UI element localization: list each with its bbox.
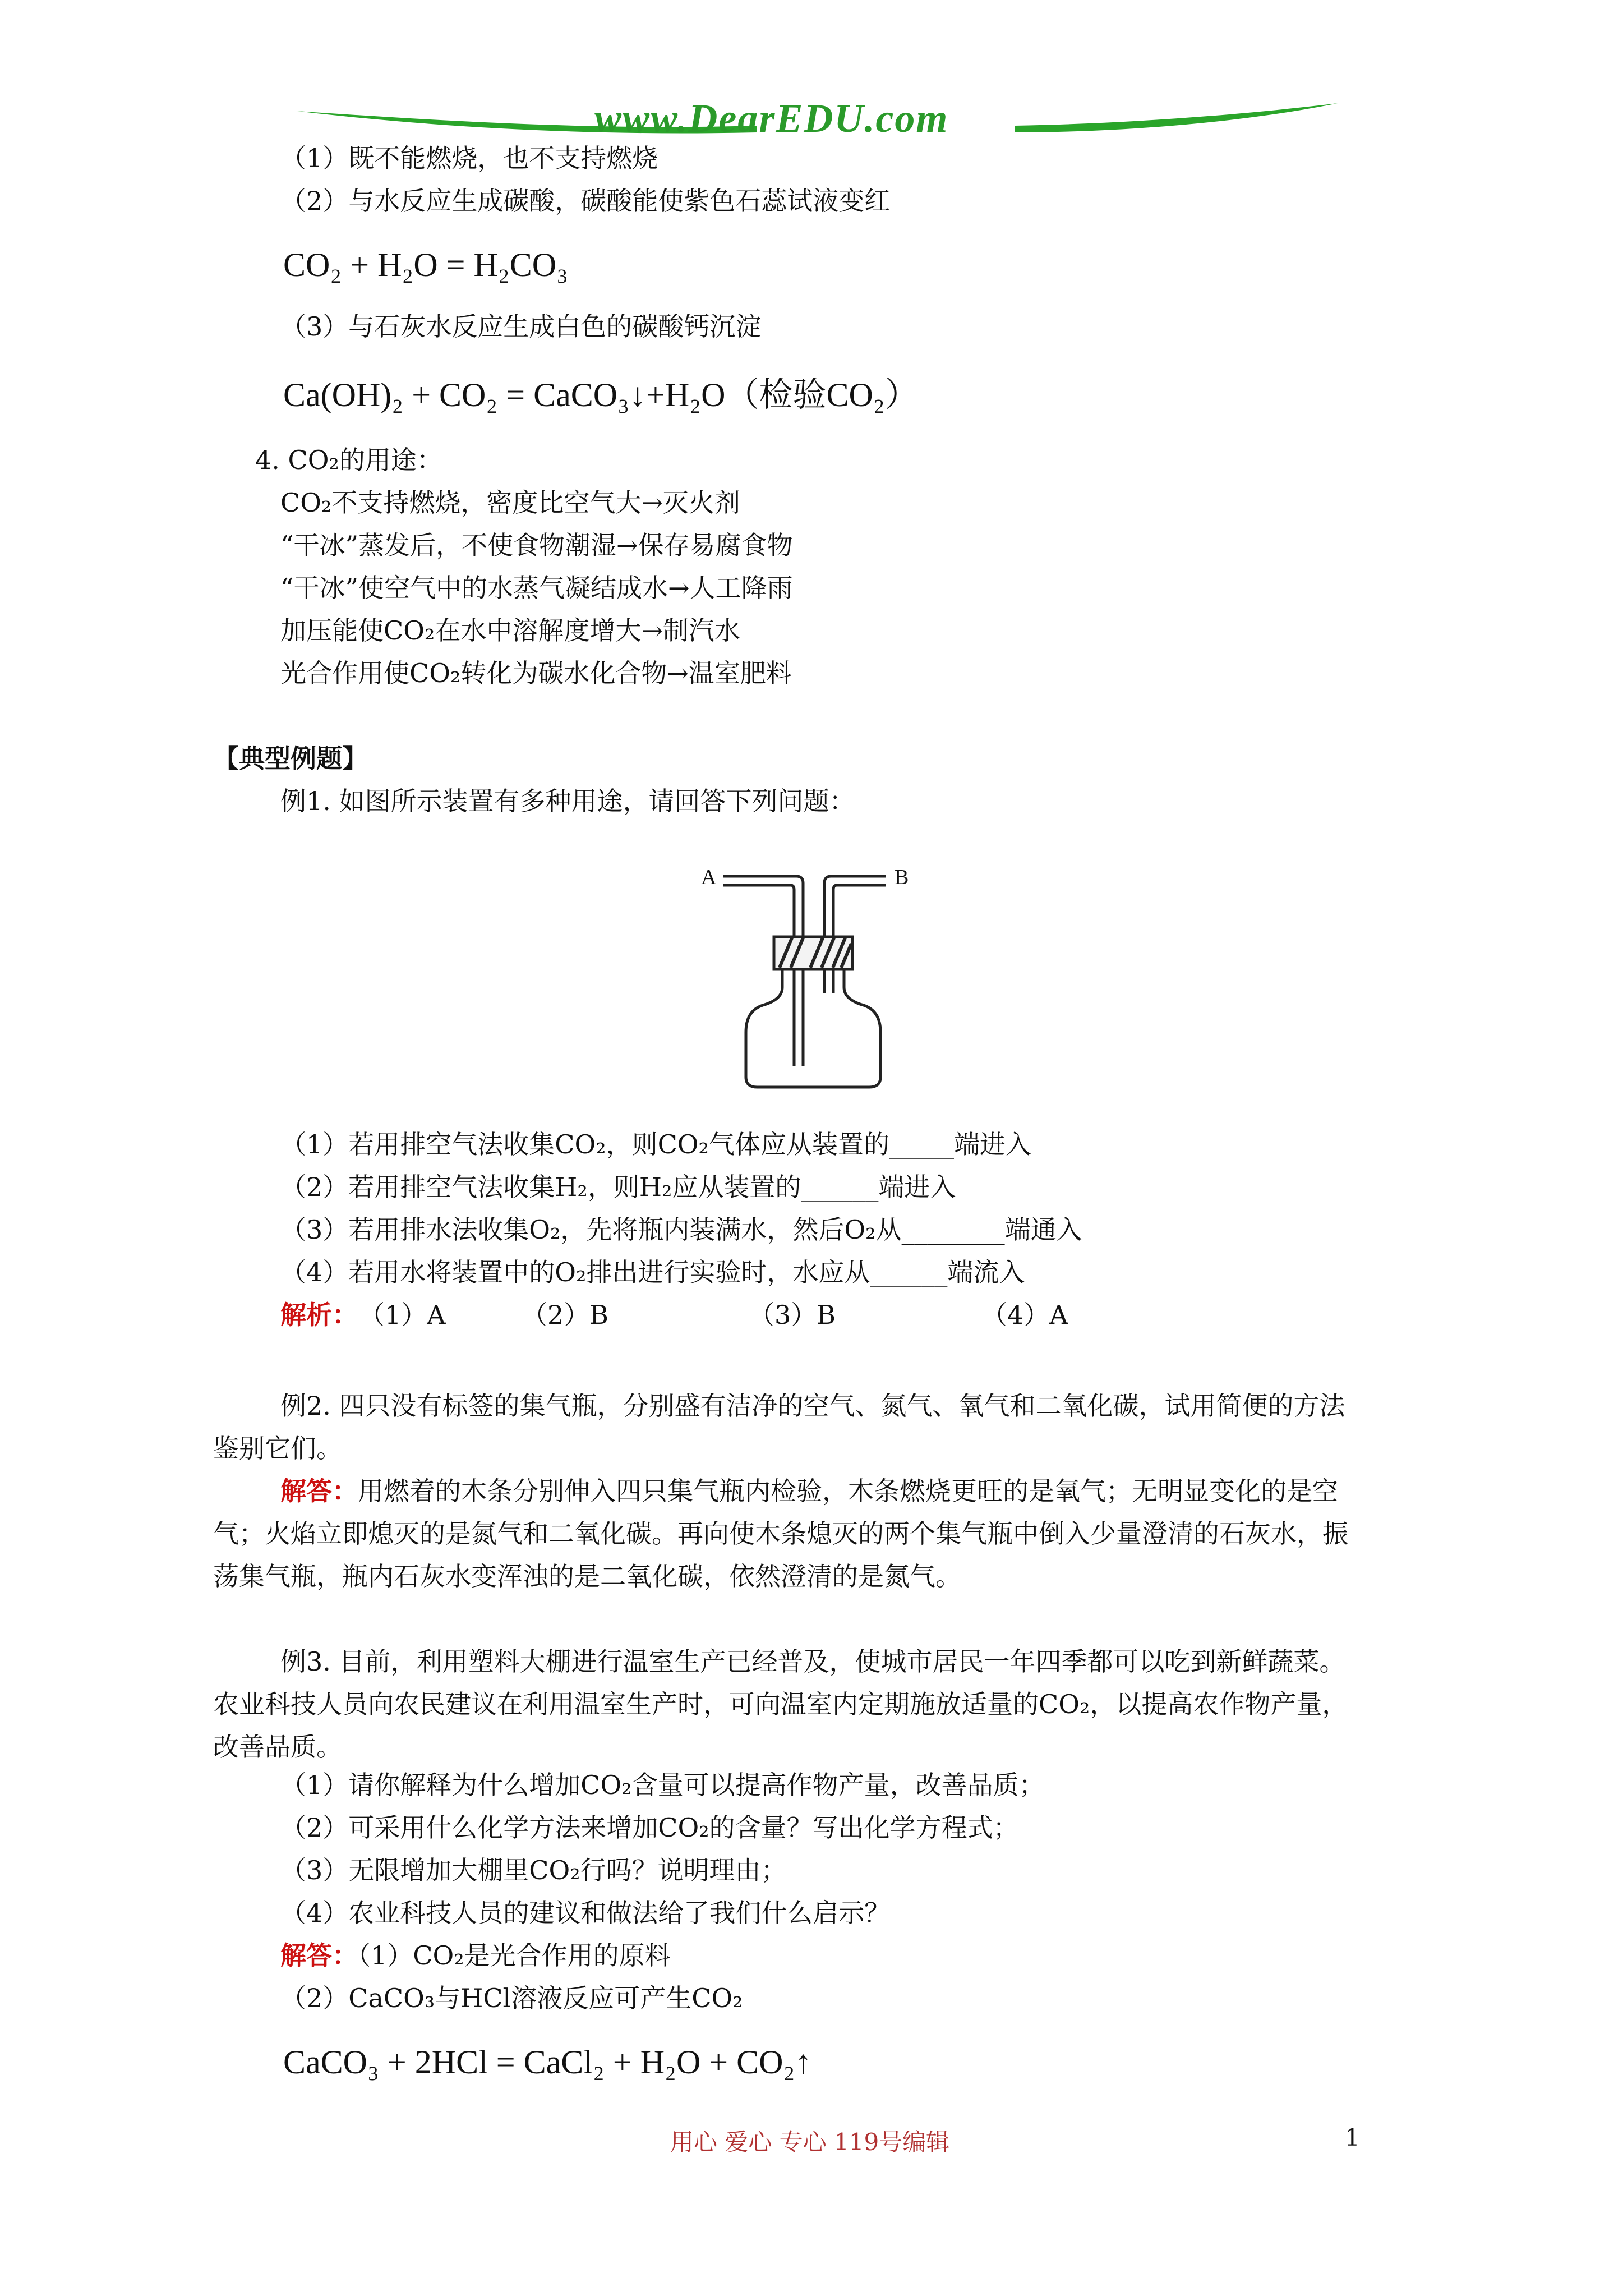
- section4-item-3: “干冰”使空气中的水蒸气凝结成水→人工降雨: [280, 573, 793, 603]
- section4-item-1: CO₂不支持燃烧，密度比空气大→灭火剂: [280, 487, 740, 518]
- example1-answer-4: （4）A: [981, 1300, 1068, 1330]
- example3-answer-1: [280, 1939, 671, 1972]
- example1-question-3: （3）若用排水法收集O₂，先将瓶内装满水，然后O₂从________端通入: [280, 1214, 1082, 1245]
- example1-intro: 例1. 如图所示装置有多种用途，请回答下列问题：: [280, 786, 855, 816]
- footer-text: 用心 爱心 专心 119号编辑: [670, 2128, 950, 2156]
- examples-heading: 【典型例题】: [213, 743, 368, 774]
- example2-answer: [213, 1470, 1352, 1598]
- section3-item-3: （3）与石灰水反应生成白色的碳酸钙沉淀: [280, 311, 762, 342]
- example3-question: 例3. 目前，利用塑料大棚进行温室生产已经普及，使城市居民一年四季都可以吃到新鲜蔬菜。农业科技人员向农民建议在利用温室生产时，可向温室内定期施放适量的CO₂，以提高农作物产量，改善品质。: [213, 1646, 1348, 1762]
- gas-bottle-icon: [701, 853, 925, 1094]
- section3-item-2: （2）与水反应生成碳酸，碳酸能使紫色石蕊试液变红: [280, 186, 891, 216]
- example2-answer-label: 解答：: [280, 1476, 358, 1506]
- example3-question-1: （1）请你解释为什么增加CO₂含量可以提高作物产量，改善品质；: [280, 1770, 1045, 1800]
- tube-label-a: A: [701, 866, 717, 889]
- example1-answer-label: 解析：: [280, 1300, 358, 1330]
- site-name[interactable]: www.DearEDU.com: [594, 96, 949, 141]
- example3-answer-2: （2）CaCO₃与HCl溶液反应可产生CO₂: [280, 1983, 743, 2013]
- example1-question-1: （1）若用排空气法收集CO₂，则CO₂气体应从装置的_____端进入: [280, 1129, 1031, 1159]
- page-number: 1: [1345, 2124, 1360, 2151]
- section4-item-4: 加压能使CO₂在水中溶解度增大→制汽水: [280, 615, 740, 646]
- header-banner: [292, 95, 1340, 146]
- example1-question-4: （4）若用水将装置中的O₂排出进行实验时，水应从______端流入: [280, 1257, 1025, 1287]
- example3-question-4: （4）农业科技人员的建议和做法给了我们什么启示？: [280, 1898, 891, 1928]
- example2-question: 例2. 四只没有标签的集气瓶，分别盛有洁净的空气、氮气、氧气和二氧化碳，试用简便的方法鉴别它们。: [213, 1391, 1345, 1464]
- section3-item-1: （1）既不能燃烧，也不支持燃烧: [280, 143, 658, 173]
- section4-item-5: 光合作用使CO₂转化为碳水化合物→温室肥料: [280, 658, 792, 688]
- equation-2: Ca(OH)₂ + CO₂ = CaCO₃↓+H₂O（检验CO₂）: [283, 376, 919, 413]
- example3-question-2: （2）可采用什么化学方法来增加CO₂的含量？写出化学方程式；: [280, 1812, 1019, 1843]
- example3-question-3: （3）无限增加大棚里CO₂行吗？说明理由；: [280, 1855, 787, 1885]
- example3-answer-1-text: （1）CO₂是光合作用的原料: [358, 1940, 671, 1971]
- example1-answer-2: （2）B: [522, 1300, 609, 1330]
- gas-bottle-figure: [701, 853, 925, 1094]
- example1-question-2: （2）若用排空气法收集H₂，则H₂应从装置的______端进入: [280, 1172, 956, 1202]
- equation-3: CaCO₃ + 2HCl = CaCl₂ + H₂O + CO₂↑: [283, 2044, 812, 2081]
- tube-label-b: B: [895, 866, 909, 889]
- example2-answer-text: 用燃着的木条分别伸入四只集气瓶内检验，木条燃烧更旺的是氧气；无明显变化的是空气；火焰立即熄灭的是氮气和二氧化碳。再向使木条熄灭的两个集气瓶中倒入少量澄清的石灰水，振荡集气瓶，瓶内石灰水变浑浊的是二氧化碳，依然澄清的是氮气。: [213, 1476, 1348, 1591]
- example1-answer-3: （3）B: [749, 1300, 836, 1330]
- example1-answer-1: （1）A: [359, 1300, 446, 1330]
- section4-title: 4. CO₂的用途：: [255, 445, 442, 475]
- example3-answer-label: 解答：: [280, 1940, 358, 1971]
- equation-1: CO₂ + H₂O = H₂CO₃: [283, 246, 569, 283]
- section4-item-2: “干冰”蒸发后，不使食物潮湿→保存易腐食物: [280, 530, 793, 560]
